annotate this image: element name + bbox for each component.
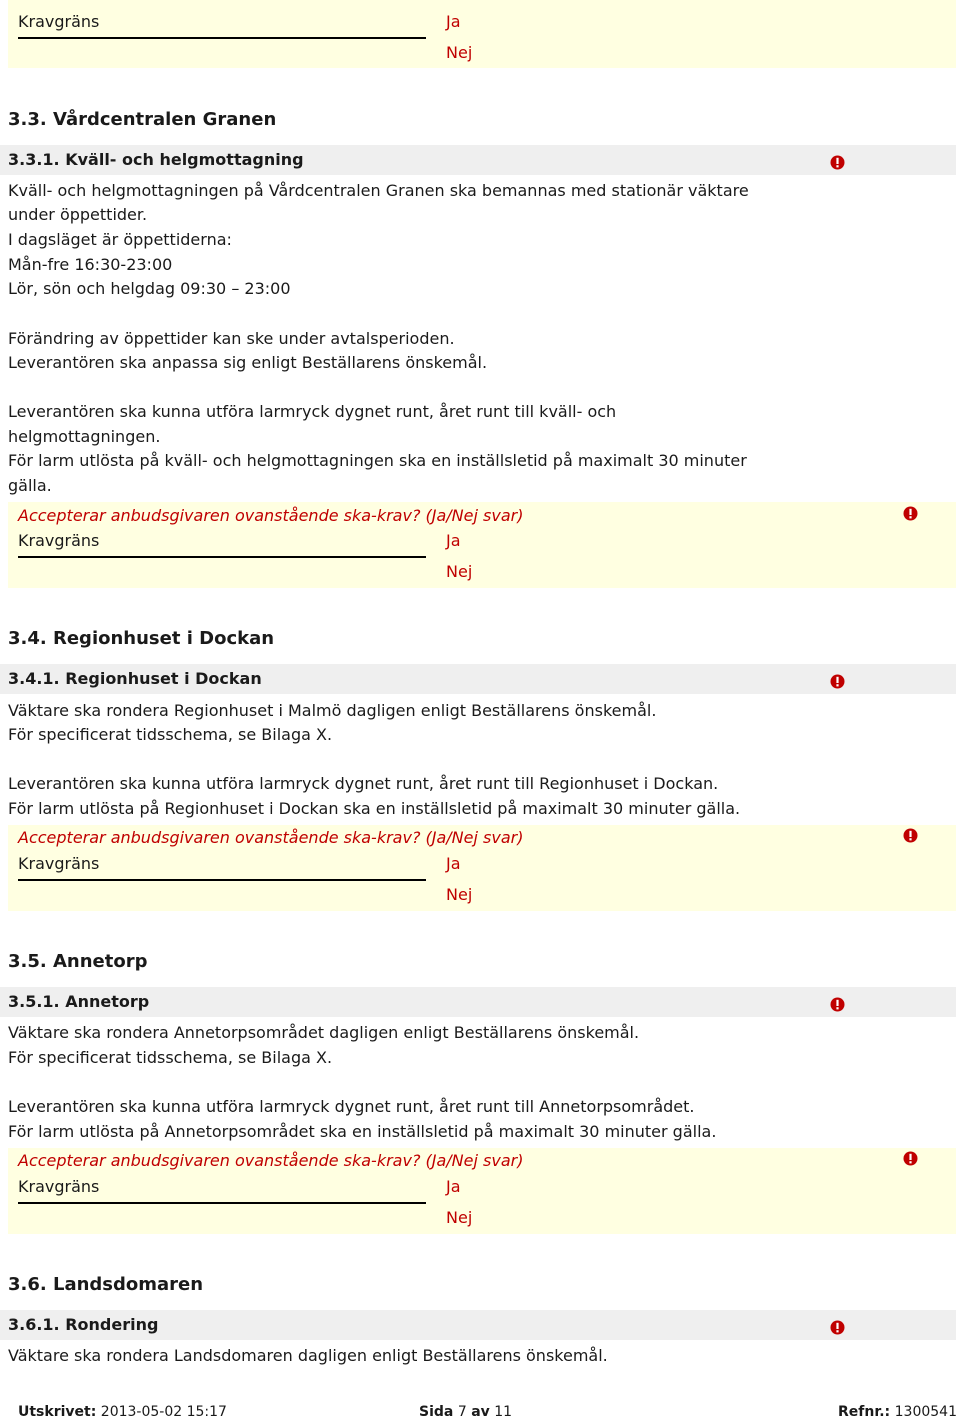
subsection-heading: 3.3.1. Kväll- och helgmottagning: [8, 150, 304, 169]
body-text: Leverantören ska kunna utföra larmryck dygnet runt, året runt till Regionhuset i Dockan.: [8, 774, 719, 793]
kravgrans-underline: [18, 37, 426, 39]
body-text: Väktare ska rondera Annetorpsområdet dagligen enligt Beställarens önskemål.: [8, 1023, 640, 1042]
answer-yes-option[interactable]: Ja: [446, 12, 461, 31]
requirement-question: Accepterar anbudsgivaren ovanstående ska-krav? (Ja/Nej svar): [18, 828, 524, 847]
body-text: För specificerat tidsschema, se Bilaga X.: [8, 725, 333, 744]
body-text: Förändring av öppettider kan ske under avtalsperioden.: [8, 329, 455, 348]
kravgrans-label: Kravgräns: [18, 12, 100, 31]
answer-yes-option[interactable]: Ja: [446, 1177, 461, 1196]
footer-page: [419, 1404, 512, 1420]
body-text: Leverantören ska anpassa sig enligt Beställarens önskemål.: [8, 353, 488, 372]
answer-box: [8, 0, 956, 68]
footer-ref-label: Refnr.:: [838, 1404, 891, 1420]
kravgrans-label: Kravgräns: [18, 854, 100, 873]
warning-icon: [903, 1151, 918, 1166]
body-text: Kväll- och helgmottagningen på Vårdcentralen Granen ska bemannas med stationär väktare: [8, 181, 749, 200]
warning-icon: [830, 997, 845, 1012]
warning-icon: [903, 506, 918, 521]
body-text: För larm utlösta på Regionhuset i Dockan ska en inställsletid på maximalt 30 minuter gälla.: [8, 799, 741, 818]
footer-printed-label: Utskrivet:: [18, 1404, 97, 1420]
warning-icon: [830, 674, 845, 689]
footer-page-label: Sida: [419, 1404, 454, 1420]
subsection-heading: 3.5.1. Annetorp: [8, 992, 150, 1011]
answer-no-option[interactable]: Nej: [446, 885, 473, 904]
subsection-heading: 3.6.1. Rondering: [8, 1315, 159, 1334]
body-text: gälla.: [8, 476, 52, 495]
footer-page-total: 11: [494, 1404, 513, 1420]
body-text: helgmottagningen.: [8, 427, 161, 446]
body-text: Mån-fre 16:30-23:00: [8, 255, 173, 274]
body-text: Leverantören ska kunna utföra larmryck dygnet runt, året runt till kväll- och: [8, 402, 617, 421]
section-heading: 3.4. Regionhuset i Dockan: [8, 628, 275, 649]
section-heading: 3.5. Annetorp: [8, 951, 148, 972]
section-heading: 3.3. Vårdcentralen Granen: [8, 109, 277, 130]
body-text: För larm utlösta på Annetorpsområdet ska en inställsletid på maximalt 30 minuter gälla.: [8, 1122, 717, 1141]
kravgrans-underline: [18, 879, 426, 881]
kravgrans-label: Kravgräns: [18, 531, 100, 550]
answer-no-option[interactable]: Nej: [446, 1208, 473, 1227]
body-text: Väktare ska rondera Landsdomaren dagligen enligt Beställarens önskemål.: [8, 1346, 608, 1365]
warning-icon: [903, 828, 918, 843]
kravgrans-underline: [18, 1202, 426, 1204]
footer-page-number: 7: [457, 1404, 467, 1420]
body-text: I dagsläget är öppettiderna:: [8, 230, 232, 249]
requirement-question: Accepterar anbudsgivaren ovanstående ska-krav? (Ja/Nej svar): [18, 506, 524, 525]
answer-no-option[interactable]: Nej: [446, 562, 473, 581]
warning-icon: [830, 155, 845, 170]
footer-page-of: av: [471, 1404, 490, 1420]
subsection-heading: 3.4.1. Regionhuset i Dockan: [8, 669, 262, 688]
body-text: För specificerat tidsschema, se Bilaga X.: [8, 1048, 333, 1067]
body-text: Väktare ska rondera Regionhuset i Malmö dagligen enligt Beställarens önskemål.: [8, 701, 657, 720]
answer-yes-option[interactable]: Ja: [446, 854, 461, 873]
answer-yes-option[interactable]: Ja: [446, 531, 461, 550]
footer-printed: [18, 1404, 227, 1420]
section-heading: 3.6. Landsdomaren: [8, 1274, 204, 1295]
footer-printed-value: 2013-05-02 15:17: [100, 1404, 227, 1420]
kravgrans-underline: [18, 556, 426, 558]
body-text: Leverantören ska kunna utföra larmryck dygnet runt, året runt till Annetorpsområdet.: [8, 1097, 695, 1116]
kravgrans-label: Kravgräns: [18, 1177, 100, 1196]
body-text: under öppettider.: [8, 205, 148, 224]
warning-icon: [830, 1320, 845, 1335]
body-text: Lör, sön och helgdag 09:30 – 23:00: [8, 279, 291, 298]
footer-ref: [838, 1404, 957, 1420]
footer-ref-value: 1300541: [894, 1404, 957, 1420]
answer-no-option[interactable]: Nej: [446, 43, 473, 62]
body-text: För larm utlösta på kväll- och helgmottagningen ska en inställsletid på maximalt 30 minuter: [8, 451, 747, 470]
requirement-question: Accepterar anbudsgivaren ovanstående ska-krav? (Ja/Nej svar): [18, 1151, 524, 1170]
